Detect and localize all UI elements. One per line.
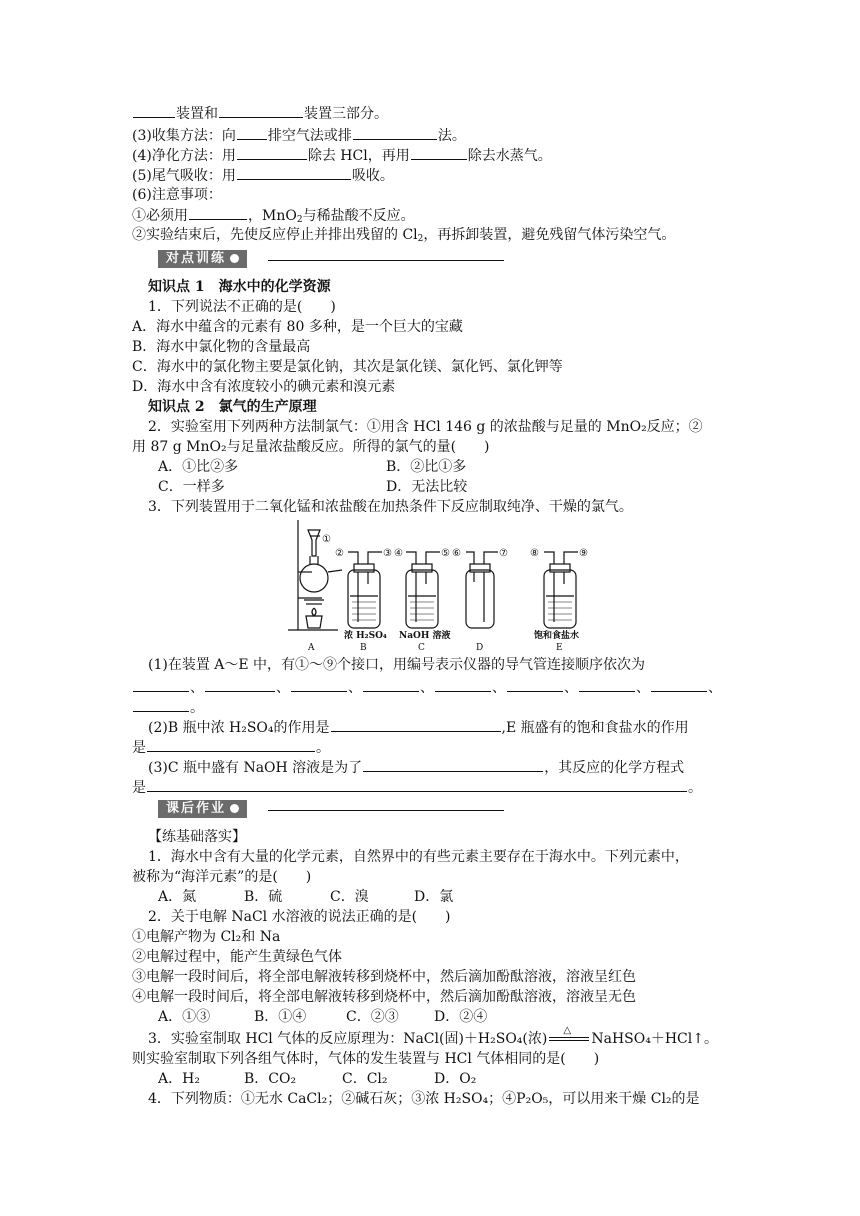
text-line: (3)收集方法：向 排空气法或排 法。: [132, 128, 466, 144]
round-flask: [300, 564, 328, 592]
text-line: (5)尾气吸收：用 吸收。: [132, 168, 394, 184]
option-d: D．O₂: [434, 1071, 477, 1087]
apparatus-figure: [286, 512, 606, 652]
answer-blanks: 、 、 、 、 、 、 、 、: [132, 678, 722, 697]
hw-question-3-line2: 则实验室制取下列各组气体时，气体的发生装置与 HCl 气体相同的是( ): [132, 1051, 600, 1067]
port-label: ⑧: [530, 548, 539, 559]
port-label: ⑥: [452, 548, 461, 559]
option-b: B．CO₂: [244, 1071, 297, 1087]
blank: [353, 126, 437, 140]
blank: [133, 104, 175, 118]
apparatus-letter: B: [360, 643, 367, 652]
blank: [237, 166, 351, 180]
option-d: D．海水中含有浓度较小的碘元素和溴元素: [132, 379, 396, 395]
question-3-3-cont: 是 。: [132, 780, 702, 796]
knowledge-point-2: 知识点 2 氯气的生产原理: [148, 399, 317, 415]
blank: [237, 126, 267, 140]
bottle-c: [406, 552, 440, 628]
hw-question-4: 4．下列物质：①无水 CaCl₂；②碱石灰；③浓 H₂SO₄；④P₂O₅，可以用来干燥 Cl₂的是: [148, 1091, 700, 1107]
apparatus-letter: D: [476, 643, 484, 652]
statement-1: ①电解产物为 Cl₂和 Na: [132, 929, 281, 945]
answer-blanks: 。: [132, 698, 204, 717]
hw-question-2: 2．关于电解 NaCl 水溶液的说法正确的是( ): [148, 909, 451, 925]
statement-3: ③电解一段时间后，将全部电解液转移到烧杯中，然后滴加酚酞溶液，溶液呈红色: [132, 969, 636, 985]
bottle-label: 浓 H₂SO₄: [344, 631, 387, 641]
text-line: ①必须用 ，MnO$_2$与稀盐酸不反应。: [132, 208, 415, 225]
apparatus-letter: E: [556, 643, 563, 652]
option-c: C．海水中的氯化物主要是氯化钠，其次是氯化镁、氯化钙、氯化钾等: [132, 359, 563, 375]
port-label: ②: [335, 548, 344, 559]
port-label: ⑨: [579, 548, 588, 559]
question-3: 3．下列装置用于二氧化锰和浓盐酸在加热条件下反应制取纯净、干燥的氯气。: [148, 499, 633, 515]
option-a: A．氮: [158, 889, 197, 905]
option-d: D．无法比较: [386, 479, 468, 495]
port-label: ①: [322, 534, 331, 545]
option-d: D．氯: [414, 889, 454, 905]
blank: [237, 146, 307, 160]
divider: [268, 260, 504, 261]
apparatus-letter: C: [418, 643, 425, 652]
hw-question-1-line1: 1．海水中含有大量的化学元素，自然界中的有些元素主要存在于海水中。下列元素中，: [148, 849, 689, 865]
bullet-icon: [230, 804, 239, 813]
port-label: ⑤: [441, 548, 450, 559]
blank: [363, 758, 543, 772]
statement-2: ②电解过程中，能产生黄绿色气体: [132, 949, 342, 965]
section-header-homework: 课后作业: [158, 800, 247, 818]
blank: [147, 738, 315, 752]
option-d: D．②④: [434, 1009, 488, 1025]
statement-4: ④电解一段时间后，将全部电解液转移到烧杯中，然后滴加酚酞溶液，溶液呈无色: [132, 989, 636, 1005]
text-line: (6)注意事项：: [132, 187, 222, 203]
option-a: A．①③: [158, 1009, 211, 1025]
text-line: 装置和 装置三部分。: [132, 104, 388, 123]
option-b: B．①④: [254, 1009, 307, 1025]
dropping-funnel: [308, 530, 320, 556]
port-label: ③: [383, 548, 392, 559]
option-c: C．溴: [330, 889, 369, 905]
apparatus-letter: A: [308, 643, 315, 652]
hw-question-3: 3．实验室制取 HCl 气体的反应原理为：NaCl(固)＋H₂SO₄(浓) △ NaHSO₄＋HCl↑。: [148, 1030, 718, 1048]
port-label: ⑦: [499, 548, 508, 559]
bottle-e: [544, 552, 578, 628]
blank: [331, 718, 501, 732]
blank: [147, 778, 687, 792]
bottle-d: [466, 552, 498, 628]
question-3-2: (2)B 瓶中浓 H₂SO₄的作用是 ,E 瓶盛有的饱和食盐水的作用: [148, 720, 689, 736]
option-c: C．②③: [346, 1009, 399, 1025]
blank: [219, 104, 303, 118]
bottle-label: 饱和食盐水: [534, 631, 580, 641]
question-2-line1: 2．实验室用下列两种方法制氯气：①用含 HCl 146 g 的浓盐酸与足量的 MnO₂反应；②: [148, 419, 703, 435]
option-c: C．一样多: [158, 479, 225, 495]
bottle-label: NaOH 溶液: [399, 631, 451, 641]
subsection-title: 【练基础落实】: [148, 829, 246, 845]
blank: [189, 206, 247, 220]
blank: [411, 146, 467, 160]
question-3-1: (1)在装置 A～E 中，有①～⑨个接口，用编号表示仪器的导气管连接顺序依次为: [148, 657, 646, 673]
alcohol-lamp: [306, 616, 322, 628]
question-3-2-cont: 是 。: [132, 740, 330, 756]
question-2-line2: 用 87 g MnO₂与足量浓盐酸反应。所得的氯气的量( ): [132, 439, 490, 455]
option-a: A．H₂: [158, 1071, 200, 1087]
flame: [312, 608, 316, 616]
text-line: ②实验结束后，先使反应停止并排出残留的 $Cl_2$，再拆卸装置，避免残留气体污染空气。: [132, 227, 676, 244]
option-b: B．硫: [244, 889, 283, 905]
text-line: (4)净化方法：用 除去 HCl，再用 除去水蒸气。: [132, 148, 552, 164]
bottle-b: [348, 552, 382, 628]
port-label: ④: [394, 548, 403, 559]
option-b: B．海水中氯化物的含量最高: [132, 339, 311, 355]
question-3-3: (3)C 瓶中盛有 NaOH 溶液是为了 ，其反应的化学方程式: [148, 760, 685, 776]
question-1: 1．下列说法不正确的是( ): [148, 299, 336, 315]
option-a: A．①比②多: [158, 459, 239, 475]
hw-question-1-line2: 被称为“海洋元素”的是( ): [132, 869, 312, 885]
knowledge-point-1: 知识点 1 海水中的化学资源: [148, 279, 331, 295]
reaction-arrow: [547, 1025, 591, 1048]
divider: [268, 810, 504, 811]
heat-icon: △: [563, 1025, 572, 1036]
outlet-tube: [328, 570, 342, 572]
section-header-drills: 对点训练: [158, 250, 247, 268]
bullet-icon: [230, 254, 239, 263]
option-a: A．海水中蕴含的元素有 80 多种，是一个巨大的宝藏: [132, 319, 463, 335]
option-b: B．②比①多: [386, 459, 467, 475]
option-c: C．Cl₂: [342, 1071, 388, 1087]
